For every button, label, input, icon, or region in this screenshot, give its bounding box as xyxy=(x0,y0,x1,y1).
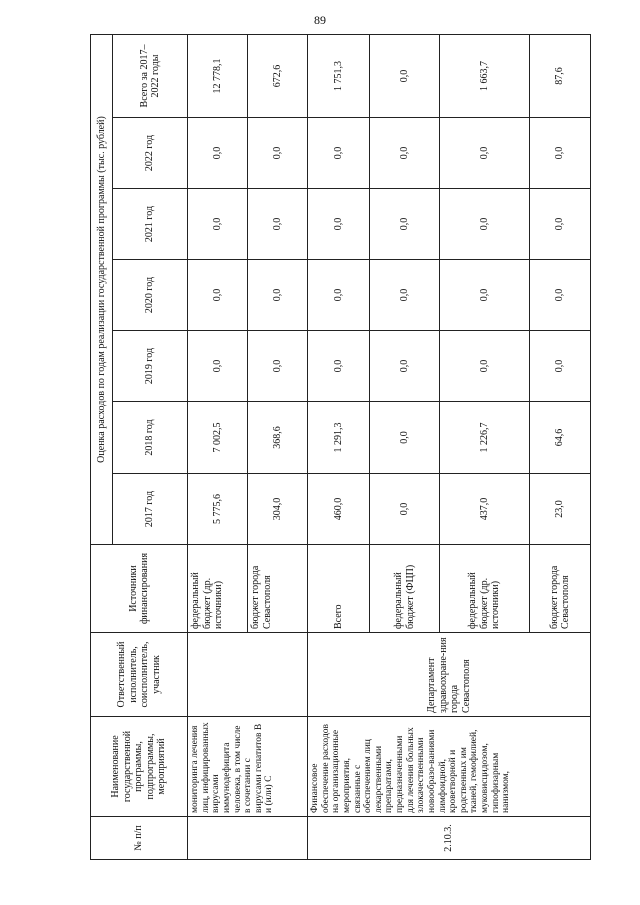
row-source: бюджет города Севастополя xyxy=(530,545,591,633)
table-row xyxy=(308,34,370,859)
cell-value: 0,0 xyxy=(370,331,440,402)
row-source: федеральный бюджет (др. источники) xyxy=(440,545,530,633)
cell-value: 0,0 xyxy=(370,118,440,189)
cell-value: 0,0 xyxy=(308,331,370,402)
cell-value: 0,0 xyxy=(248,118,308,189)
cell-value: 0,0 xyxy=(370,474,440,545)
cell-value: 64,6 xyxy=(530,402,591,474)
cell-value: 5 775,6 xyxy=(188,474,248,545)
header-estimate-group: Оценка расходов по годам реализации государственной программы (тыс. рублей) xyxy=(91,34,113,544)
cell-value: 1 291,3 xyxy=(308,402,370,474)
cell-value: 0,0 xyxy=(248,260,308,331)
cell-value: 0,0 xyxy=(370,260,440,331)
header-year-2021: 2021 год xyxy=(113,189,188,260)
cell-value: 0,0 xyxy=(370,189,440,260)
cell-value: 437,0 xyxy=(440,474,530,545)
rotated-table-container xyxy=(90,35,590,860)
header-source: Источники финансирования xyxy=(91,545,188,633)
cell-value: 0,0 xyxy=(248,189,308,260)
header-number: № п/п xyxy=(91,817,188,860)
rotated-table-wrapper xyxy=(90,35,590,860)
row-number xyxy=(188,817,308,860)
cell-value: 460,0 xyxy=(308,474,370,545)
cell-value: 0,0 xyxy=(440,331,530,402)
header-year-2018: 2018 год xyxy=(113,402,188,474)
header-year-2017: 2017 год xyxy=(113,474,188,545)
header-year-2020: 2020 год xyxy=(113,260,188,331)
cell-value: 0,0 xyxy=(188,331,248,402)
cell-total: 87,6 xyxy=(530,34,591,117)
cell-value: 7 002,5 xyxy=(188,402,248,474)
cell-value: 0,0 xyxy=(308,189,370,260)
cell-total: 1 751,3 xyxy=(308,34,370,117)
header-responsible: Ответственный исполнитель, соисполнитель, участник xyxy=(91,633,188,717)
cell-total: 1 663,7 xyxy=(440,34,530,117)
row-source: федеральный бюджет (др. источники) xyxy=(188,545,248,633)
cell-value: 0,0 xyxy=(308,118,370,189)
row-name: мониторинга лечения лиц, инфицированных вирусами иммунодефицита человека, в том числе в сочетании с вирусами гепатитов В и (или) С xyxy=(188,717,308,817)
cell-value: 368,6 xyxy=(248,402,308,474)
cell-value: 0,0 xyxy=(188,189,248,260)
cell-total: 0,0 xyxy=(370,34,440,117)
cell-value: 0,0 xyxy=(530,118,591,189)
budget-table xyxy=(90,34,591,860)
header-year-2019: 2019 год xyxy=(113,331,188,402)
cell-value: 0,0 xyxy=(440,118,530,189)
cell-value: 0,0 xyxy=(530,260,591,331)
cell-value: 0,0 xyxy=(308,260,370,331)
table-row xyxy=(188,34,248,859)
cell-value: 0,0 xyxy=(248,331,308,402)
header-year-2022: 2022 год xyxy=(113,118,188,189)
cell-value: 23,0 xyxy=(530,474,591,545)
row-responsible: Департамент здравоохране-ния города Севастополя xyxy=(308,633,591,717)
cell-value: 1 226,7 xyxy=(440,402,530,474)
row-responsible xyxy=(188,633,308,717)
cell-value: 0,0 xyxy=(440,189,530,260)
cell-value: 0,0 xyxy=(188,260,248,331)
cell-total: 12 778,1 xyxy=(188,34,248,117)
row-source: бюджет города Севастополя xyxy=(248,545,308,633)
cell-value: 0,0 xyxy=(370,402,440,474)
row-name: Финансовое обеспечение расходов на организационные мероприятия, связанные с обеспечением лиц лекарственными препаратами, предназначенными для лечения больных злокачественными новообразо-ваниями лимфоидной, кроветворной и родственных им тканей, гемофилией, муковисцидозом, гипофизарным нанизмом, xyxy=(308,717,591,817)
cell-value: 0,0 xyxy=(530,331,591,402)
header-name: Наименование государственной программы, подпрограммы, мероприятий xyxy=(91,717,188,817)
row-source: Всего xyxy=(308,545,370,633)
cell-value: 0,0 xyxy=(530,189,591,260)
cell-value: 0,0 xyxy=(188,118,248,189)
cell-value: 0,0 xyxy=(440,260,530,331)
header-total: Всего за 2017–2022 годы xyxy=(113,34,188,117)
page-number: 89 xyxy=(314,13,326,27)
row-source: федеральный бюджет (ФЦП) xyxy=(370,545,440,633)
row-number: 2.10.3. xyxy=(308,817,591,860)
cell-value: 304,0 xyxy=(248,474,308,545)
cell-total: 672,6 xyxy=(248,34,308,117)
